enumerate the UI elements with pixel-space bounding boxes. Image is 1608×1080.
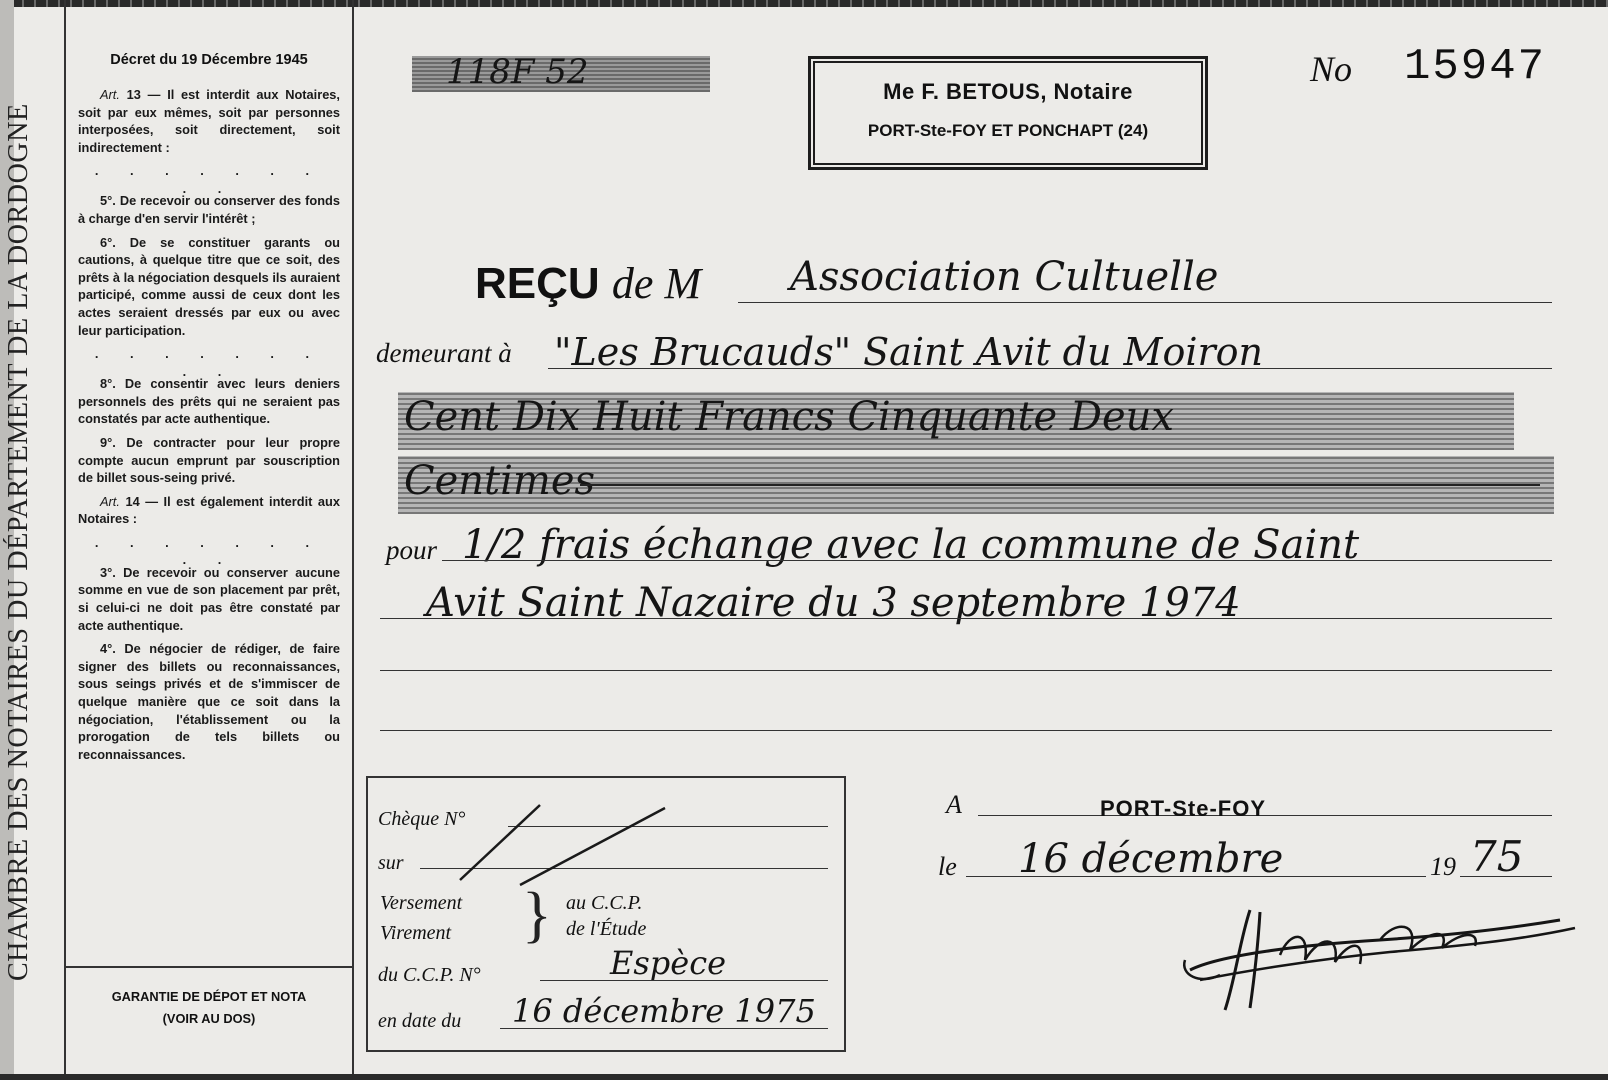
notary-location: PORT-Ste-FOY ET PONCHAPT (24) [867,121,1149,140]
pour-label: pour [386,535,438,565]
au-ccp-label: au C.C.P. [566,892,643,914]
amount-words-2: Centimes [404,458,596,504]
address: "Les Brucauds" Saint Avit du Moiron [554,330,1264,374]
side-title: CHAMBRE DES NOTAIRES DU DÉPARTEMENT DE LA DORDOGNE [3,103,34,982]
du-ccp-line [540,980,828,981]
amount-strike-line [580,484,1540,486]
en-date-line [500,1028,828,1029]
le-label: le [938,852,957,881]
versement-label: Versement [380,892,463,914]
purpose-1: 1/2 frais échange avec la commune de Saint [462,522,1360,568]
virement-label: Virement [380,922,452,944]
brace-icon: } [522,881,552,949]
scan-edge-bottom [0,1074,1608,1080]
cheque-line [508,826,828,827]
purpose-2: Avit Saint Nazaire du 3 septembre 1974 [426,580,1241,626]
du-ccp-label: du C.C.P. N° [378,964,481,986]
decree-dots: . . . . . . . . . [94,163,324,196]
purpose-line-3 [380,670,1552,671]
decree-art13: Art. 13 — Il est interdit aux Notaires, soit par eux mêmes, soit par personnes interposées, soit directement, soit indirectement : [78,87,340,155]
decree-dots: . . . . . . . . . [94,346,324,379]
sur-line [420,868,828,869]
purpose-line-2 [380,618,1552,619]
received-from: Association Cultuelle [790,254,1219,300]
decree-text [78,86,340,769]
handwritten-signature [1180,900,1580,1020]
decree-p8: 8°. De consentir avec leurs deniers personnels des prêts qui ne seraient pas constatés par acte authentique. [78,376,340,427]
recu-label: REÇU de M [475,259,702,308]
du-ccp-value: Espèce [610,944,727,982]
year-line [1460,876,1552,877]
purpose-line-4 [380,730,1552,731]
notary-name: Me F. BETOUS, Notaire [883,79,1133,104]
purpose-line-1 [442,560,1552,561]
year-prefix: 19 [1430,852,1456,881]
reference-number: 118F 52 [446,52,589,92]
receipt-number: 15947 [1404,42,1547,92]
a-label: A [946,790,962,819]
etude-label: de l'Étude [566,918,647,940]
decree-p4: 4°. De négocier de rédiger, de faire signer des billets ou reconnaissances, sous seings privés et de s'immiscer de quelque manière que ce soit dans la négociation, l'établissement ou la prorogation de tels billets ou reconnaissances. [78,641,340,762]
decree-p9: 9°. De contracter pour leur propre compte aucun emprunt par souscription de billet sous-seing privé. [78,434,340,486]
sur-label: sur [378,852,404,874]
year-suffix: 75 [1470,832,1524,881]
number-label: No [1310,49,1353,89]
amount-words-1: Cent Dix Huit Francs Cinquante Deux [404,394,1174,440]
decree-p3: 3°. De recevoir ou conserver aucune somme en vue de son placement par prêt, si celui-ci ne doit pas être constaté par acte authentique. [78,564,340,633]
cheque-label: Chèque N° [378,808,466,830]
place-stamp: PORT-Ste-FOY [1100,796,1267,821]
address-line [548,368,1552,369]
from-line [738,302,1552,303]
decree-p6: 6°. De se constituer garants ou cautions, à quelque titre que ce soit, des prêts à la négociation desquels ils auraient participé, comme aussi de ceux dont les actes seraient dressés par eux ou avec leur participation. [78,234,340,338]
date-value: 16 décembre [1018,836,1284,882]
demeurant-label: demeurant à [376,338,512,368]
decree-dots: . . . . . . . . . [94,534,324,568]
decree-title: Décret du 19 Décembre 1945 [110,52,308,68]
notary-stamp [808,56,1208,170]
en-date-value: 16 décembre 1975 [512,992,816,1030]
decree-art14: Art. 14 — Il est également interdit aux Notaires : [78,493,340,527]
decree-separator [66,966,352,968]
decree-p5: 5°. De recevoir ou conserver des fonds à charge d'en servir l'intérêt ; [78,193,340,226]
decree-column [64,0,354,1074]
guarantee-note: GARANTIE DE DÉPOT ET NOTA (VOIR AU DOS) [111,989,307,1026]
en-date-label: en date du [378,1010,462,1032]
date-line [966,876,1426,877]
